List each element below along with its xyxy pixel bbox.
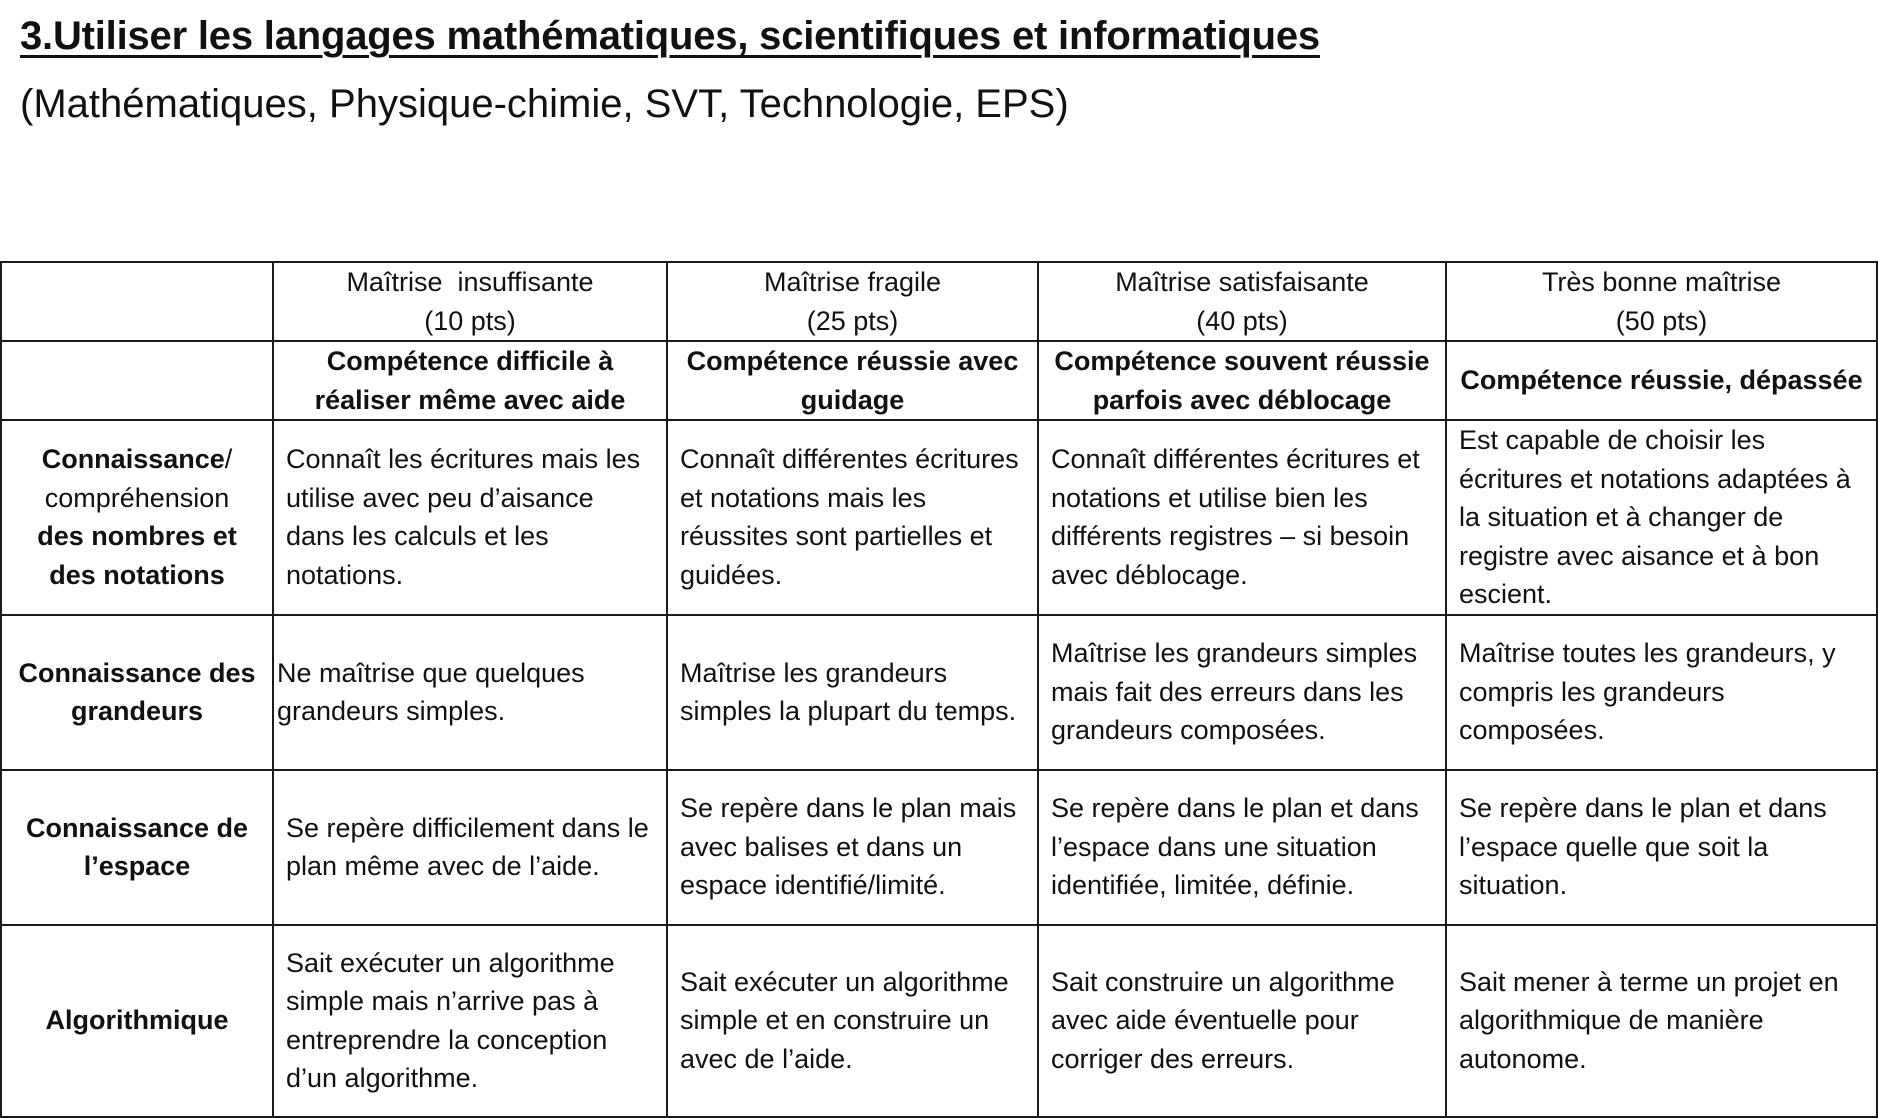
rubric-cell: Se repère dans le plan et dans l’espace quelle que soit la situation. <box>1446 770 1877 925</box>
row-header-quantities: Connaissance des grandeurs <box>1 615 273 770</box>
level-summary-insufficient: Compétence difficile à réaliser même avec aide <box>273 341 667 420</box>
row-header-numbers <box>1 420 273 615</box>
level-header-row <box>1 262 1877 341</box>
level-points: (10 pts) <box>424 305 516 336</box>
level-label: Maîtrise satisfaisante <box>1115 267 1369 297</box>
level-points: (40 pts) <box>1196 305 1288 336</box>
rubric-cell: Se repère dans le plan mais avec balises et dans un espace identifié/limité. <box>667 770 1038 925</box>
level-summary-row <box>1 341 1877 420</box>
level-summary-satisfactory: Compétence souvent réussie parfois avec déblocage <box>1038 341 1446 420</box>
empty-corner-cell <box>1 262 273 341</box>
rubric-cell: Connaît les écritures mais les utilise avec peu d’aisance dans les calculs et les notations. <box>273 420 667 615</box>
empty-corner-cell <box>1 341 273 420</box>
row-header-text: des nombres et des notations <box>37 521 237 590</box>
level-header-insufficient <box>273 262 667 341</box>
row-header-text: Connaissance <box>41 444 225 475</box>
level-summary-very-good: Compétence réussie, dépassée <box>1446 341 1877 420</box>
rubric-cell: Sait exécuter un algorithme simple mais n’arrive pas à entreprendre la conception d’un algorithme. <box>273 925 667 1117</box>
level-label: Maîtrise fragile <box>763 267 942 297</box>
rubric-cell: Est capable de choisir les écritures et notations adaptées à la situation et à changer de registre avec aisance et à bon escient. <box>1446 420 1877 615</box>
rubric-cell: Connaît différentes écritures et notations mais les réussites sont partielles et guidées. <box>667 420 1038 615</box>
row-header-algorithmics: Algorithmique <box>1 925 273 1117</box>
table-row <box>1 925 1877 1117</box>
rubric-cell: Ne maîtrise que quelques grandeurs simples. <box>273 615 667 770</box>
level-header-satisfactory <box>1038 262 1446 341</box>
row-header-text: compréhension <box>44 482 230 513</box>
rubric-cell: Connaît différentes écritures et notations et utilise bien les différents registres – si besoin avec déblocage. <box>1038 420 1446 615</box>
table-row <box>1 770 1877 925</box>
rubric-cell: Se repère dans le plan et dans l’espace dans une situation identifiée, limitée, définie. <box>1038 770 1446 925</box>
rubric-cell: Maîtrise toutes les grandeurs, y compris les grandeurs composées. <box>1446 615 1877 770</box>
level-header-fragile <box>667 262 1038 341</box>
rubric-cell: Sait mener à terme un projet en algorithmique de manière autonome. <box>1446 925 1877 1117</box>
row-header-text: / <box>224 444 233 475</box>
rubric-cell: Maîtrise les grandeurs simples mais fait des erreurs dans les grandeurs composées. <box>1038 615 1446 770</box>
level-label: Maîtrise insuffisante <box>346 267 594 297</box>
competency-rubric-table <box>0 261 1878 1118</box>
level-header-very-good <box>1446 262 1877 341</box>
rubric-cell: Sait construire un algorithme avec aide éventuelle pour corriger des erreurs. <box>1038 925 1446 1117</box>
rubric-cell: Maîtrise les grandeurs simples la plupart du temps. <box>667 615 1038 770</box>
page-title: 3.Utiliser les langages mathématiques, scientifiques et informatiques <box>20 14 1320 58</box>
table-row <box>1 420 1877 615</box>
level-label: Très bonne maîtrise <box>1541 267 1782 297</box>
table-row <box>1 615 1877 770</box>
level-points: (25 pts) <box>806 305 899 336</box>
rubric-cell: Sait exécuter un algorithme simple et en construire un avec de l’aide. <box>667 925 1038 1117</box>
rubric-cell: Se repère difficilement dans le plan même avec de l’aide. <box>273 770 667 925</box>
page-subtitle: (Mathématiques, Physique-chimie, SVT, Technologie, EPS) <box>20 82 1069 126</box>
level-summary-fragile: Compétence réussie avec guidage <box>667 341 1038 420</box>
level-points: (50 pts) <box>1615 305 1708 336</box>
row-header-space: Connaissance de l’espace <box>1 770 273 925</box>
